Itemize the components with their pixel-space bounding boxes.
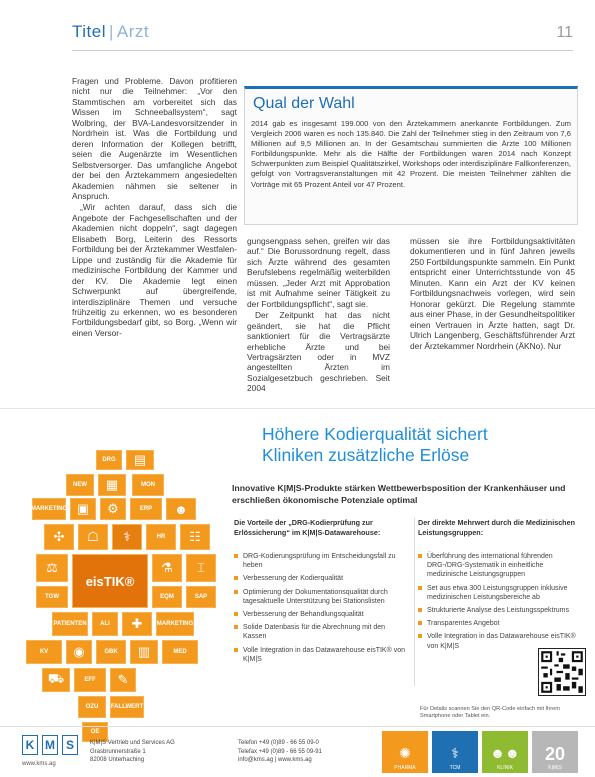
puzzle-tile: MARKETING	[156, 612, 194, 636]
ad-headline-line: Kliniken zusätzliche Erlöse	[262, 445, 470, 465]
puzzle-tile: KV	[26, 640, 62, 664]
article-paragraph: müssen sie ihre Fortbildungsaktivitäten dokumentieren und in fünf Jahren jeweils 250 Fortbildungspunkte sammeln. Ein Punkt entspricht einer Unterrichtsstunde von 45 Minuten. Kann ein Arzt der KV keinen Fortbildungsnachweis vorlegen, wird sein Honorar gekürzt. Die Regelung stammte aus einer Phase, in der Gesundheitspolitiker einen Vertrauen in Ärzte hatten, sagt Dr. Ulrich Langenberg, Geschäftsführender Arzt der Ärztekammer Nordrhein (ÄKNo). Nur	[410, 236, 575, 351]
people-icon: ☻☻	[490, 745, 520, 761]
thermometer-icon: ⌶	[186, 554, 216, 582]
gear-icon: ⚙	[100, 498, 126, 520]
page-header	[0, 0, 595, 58]
brand-square-label: K|M|S	[548, 765, 562, 771]
puzzle-tile: TGW	[36, 586, 68, 608]
info-box-title: Qual der Wahl	[253, 95, 355, 112]
list-item: Verbesserung der Kodierqualität	[234, 574, 408, 583]
contact-line: Telefon +49 (0)89 - 66 55 09-0	[238, 740, 319, 746]
brand-square-label: KLINIK	[497, 765, 513, 771]
scales-icon: ⚖	[36, 554, 68, 582]
puzzle-tile: OZU	[78, 696, 106, 718]
address-line: 82008 Unterhaching	[90, 757, 145, 763]
ad-footer	[0, 726, 595, 777]
list-item: Volle Integration in das Datawarehouse eisTIK® von K|M|S	[234, 646, 408, 664]
article-column-1	[72, 76, 237, 339]
puzzle-tile: OE	[82, 722, 108, 742]
kms-logo-letter: K	[22, 735, 38, 755]
contact-line[interactable]: info@kms.ag | www.kms.ag	[238, 757, 312, 763]
clipboard-icon: ▣	[70, 498, 96, 520]
ad-divider	[0, 408, 595, 409]
anniversary-badge: 20	[544, 744, 566, 764]
brand-square-anniversary[interactable]	[532, 731, 578, 773]
puzzle-tile: MARKETING	[32, 498, 66, 520]
page-number: 11	[556, 24, 573, 41]
handshake-icon: ☖	[78, 524, 108, 550]
puzzle-tile: ERP	[130, 498, 162, 520]
brand-square-klinik[interactable]	[482, 731, 528, 773]
company-url[interactable]: www.kms.ag	[22, 761, 56, 767]
benefits-heading-leistungsgruppen: Der direkte Mehrwert durch die Medizinischen Leistungsgruppen:	[418, 518, 575, 537]
contact-line: Telefax +49 (0)89 - 66 55 09-91	[238, 748, 322, 755]
address-line: Grasbrunnerstraße 1	[90, 748, 146, 755]
puzzle-tile: MED	[162, 640, 198, 664]
kms-logo[interactable]	[22, 735, 80, 757]
caduceus-icon: ⚕	[451, 745, 459, 761]
puzzle-tile: EQM	[152, 586, 182, 608]
kms-logo-letter: S	[62, 735, 78, 755]
company-contact	[238, 739, 322, 765]
flask-icon: ⚗	[152, 554, 182, 582]
bed-icon: ☷	[180, 524, 210, 550]
benefits-list-leistungsgruppen	[418, 552, 584, 655]
puzzle-tile: DRG	[96, 450, 122, 470]
brand-square-pharma[interactable]	[382, 731, 428, 773]
info-box	[244, 86, 578, 225]
brand-square-tcm[interactable]	[432, 731, 478, 773]
article-paragraph: Der Zeitpunkt hat das nicht geändert, sie hat die Pflicht sanktioniert für die Vertragsärzte erhebliche Ärzte und bei Vertragsärzten oder in MVZ angestellten Ärzten im Sozialgesetzbuch geschrieben. Seit 2004	[247, 310, 390, 394]
list-item: Transparentes Angebot	[418, 619, 584, 628]
list-item: Strukturierte Analyse des Leistungsspektrums	[418, 606, 584, 615]
pill-icon: ◉	[66, 640, 92, 664]
page-title	[72, 22, 149, 42]
section-title: Titel	[72, 22, 106, 41]
header-divider	[72, 50, 573, 51]
puzzle-tile: GBK	[96, 640, 126, 664]
puzzle-tile: FALLWERT	[110, 696, 144, 718]
ad-headline	[262, 424, 572, 466]
list-item: Verbesserung der Behandlungsqualität	[234, 610, 408, 619]
hospital-icon: ✚	[122, 612, 152, 636]
brand-square-label: PHARMA	[394, 765, 416, 771]
article-column-2	[247, 236, 390, 395]
info-box-body: 2014 gab es insgesamt 199.000 von den Ärztekammern anerkannte Fortbildungen. Zum Vergleich 2006 waren es noch 135.840. Die Zahl der Teilnehmer stieg in den Zeitraum von 7,6 Millionen auf 9,5 Millionen an. In der Gesamtschau summierten die Ärzte 100 Millionen Fortbildungspunkte. Mehr als die Hälfte der Fortbildungen waren 2014 nach Konzept Schwerpunkten zum Beispiel Qualitätszirkel, Workshops oder interdisziplinäre Fallkonferenzen, gefolgt von Vortragsveranstaltungen mit 42 Prozent. Die meisten Teilnehmer zählten die Vorträge mit 65 Prozent Anteil vor 47 Prozent.	[251, 119, 571, 189]
qr-code-icon[interactable]	[538, 648, 586, 696]
list-item: Set aus etwa 300 Leistungsgruppen inklusive medizinischen Leistungsbereiche ab	[418, 584, 584, 602]
article-paragraph: Fragen und Probleme. Davon profitieren nicht nur die Teilnehmer: „Vor den Stammtischen am vorbereitet sich das Wissen im Schneeballsystem“, sagt Wolbring, der BVA-Landesvorsitzender in Nordrhein ist. Was die Fortbildung und deren Information der Kollegen betrifft, seien die Augenärzte im Wesentlichen Selbstversorger. Das umfangliche Angebot der bei den Ärztekammern angesiedelten Akademien nähmen sie seltener in Anspruch.	[72, 76, 237, 201]
network-icon: ✣	[44, 524, 74, 550]
syringe-icon: ✎	[110, 668, 136, 692]
ad-headline-line: Höhere Kodierqualität sichert	[262, 424, 488, 444]
article-paragraph: „Wir achten darauf, dass sich die Angebote der Fachgesellschaften und der Akademien nicht doppeln“, sagt dagegen Elisabeth Borg, Leiterin des Ressorts Fortbildung bei der Ärztekammer Westfalen-Lippe und zuständig für die Akademie für medizinische Fortbildung der Kammer und der KV. Die Akademie legt einen Schwerpunkt auf übergreifende, interdisziplinäre Themen und versuche frühzeitig zu erkennen, wo es besonderen Fortbildungsbedarf gibt, so Borg. „Wenn wir einen Versor-	[72, 202, 237, 338]
puzzle-tile: ALI	[92, 612, 118, 636]
ad-subheadline: Innovative K|M|S-Produkte stärken Wettbewerbsposition der Krankenhäuser und erschließen ökonomische Potenziale optimal	[232, 483, 566, 505]
column-divider	[414, 518, 415, 686]
calendar-icon: ▥	[130, 640, 158, 664]
people-icon: ☻	[166, 498, 196, 520]
qr-caption: Für Details scannen Sie den QR-Code einfach mit Ihrem Smartphone oder Tablet ein.	[420, 706, 560, 719]
eistik-center-tile: eisTIK®	[72, 554, 148, 608]
puzzle-tile: MON	[132, 474, 164, 496]
puzzle-graphic	[22, 444, 234, 744]
brand-square-label: TCM	[449, 765, 461, 771]
company-address	[90, 739, 175, 765]
subsection-title: Arzt	[116, 22, 150, 41]
benefits-heading-drg: Die Vorteile der „DRG-Kodierprüfung zur Erlössicherung“ im K|M|S-Datawarehouse:	[234, 518, 381, 537]
chart-icon: ▦	[98, 474, 126, 496]
puzzle-tile: SAP	[186, 586, 216, 608]
stethoscope-icon: ⚕	[112, 524, 142, 550]
puzzle-tile: HR	[146, 524, 176, 550]
address-line: K|M|S Vertrieb und Services AG	[90, 740, 175, 746]
puzzle-tile: EFF	[74, 668, 106, 692]
article-column-3	[410, 236, 575, 352]
title-separator: |	[109, 22, 114, 41]
list-item: Optimierung der Dokumentationsqualität durch tagesaktuelle Unterstützung bei Stationslisten	[234, 588, 408, 606]
ambulance-icon: ⛟	[42, 668, 70, 692]
puzzle-tile: NEW	[66, 474, 94, 496]
list-item: Überführung des international führenden DRG-/DRG-Systematik in einheitliche medizinische Leistungsgruppen	[418, 552, 584, 580]
article-paragraph: gungsengpass sehen, greifen wir das auf.“ Die Borussordnung regelt, dass sich Ärzte während des gesamten Berufslebens regelmäßig weiterbilden müssen. „Jeder Arzt mit Approbation ist mit Aufnahme seiner Tätigkeit zu der Fortbildungspflicht“, sagt sie.	[247, 236, 390, 309]
benefits-list-drg	[234, 552, 408, 668]
list-item: Solide Datenbasis für die Abrechnung mit den Kassen	[234, 623, 408, 641]
puzzle-tile: PATIENTEN	[52, 612, 88, 636]
kms-logo-letter: M	[42, 735, 58, 755]
advertisement	[0, 408, 595, 777]
list-item: Volle Integration in das Datawarehouse eisTIK® von K|M|S	[418, 632, 584, 650]
document-icon: ▤	[126, 450, 154, 470]
list-item: DRG-Kodierungsprüfung im Entscheidungsfall zu heben	[234, 552, 408, 570]
molecule-icon: ✺	[399, 745, 411, 761]
